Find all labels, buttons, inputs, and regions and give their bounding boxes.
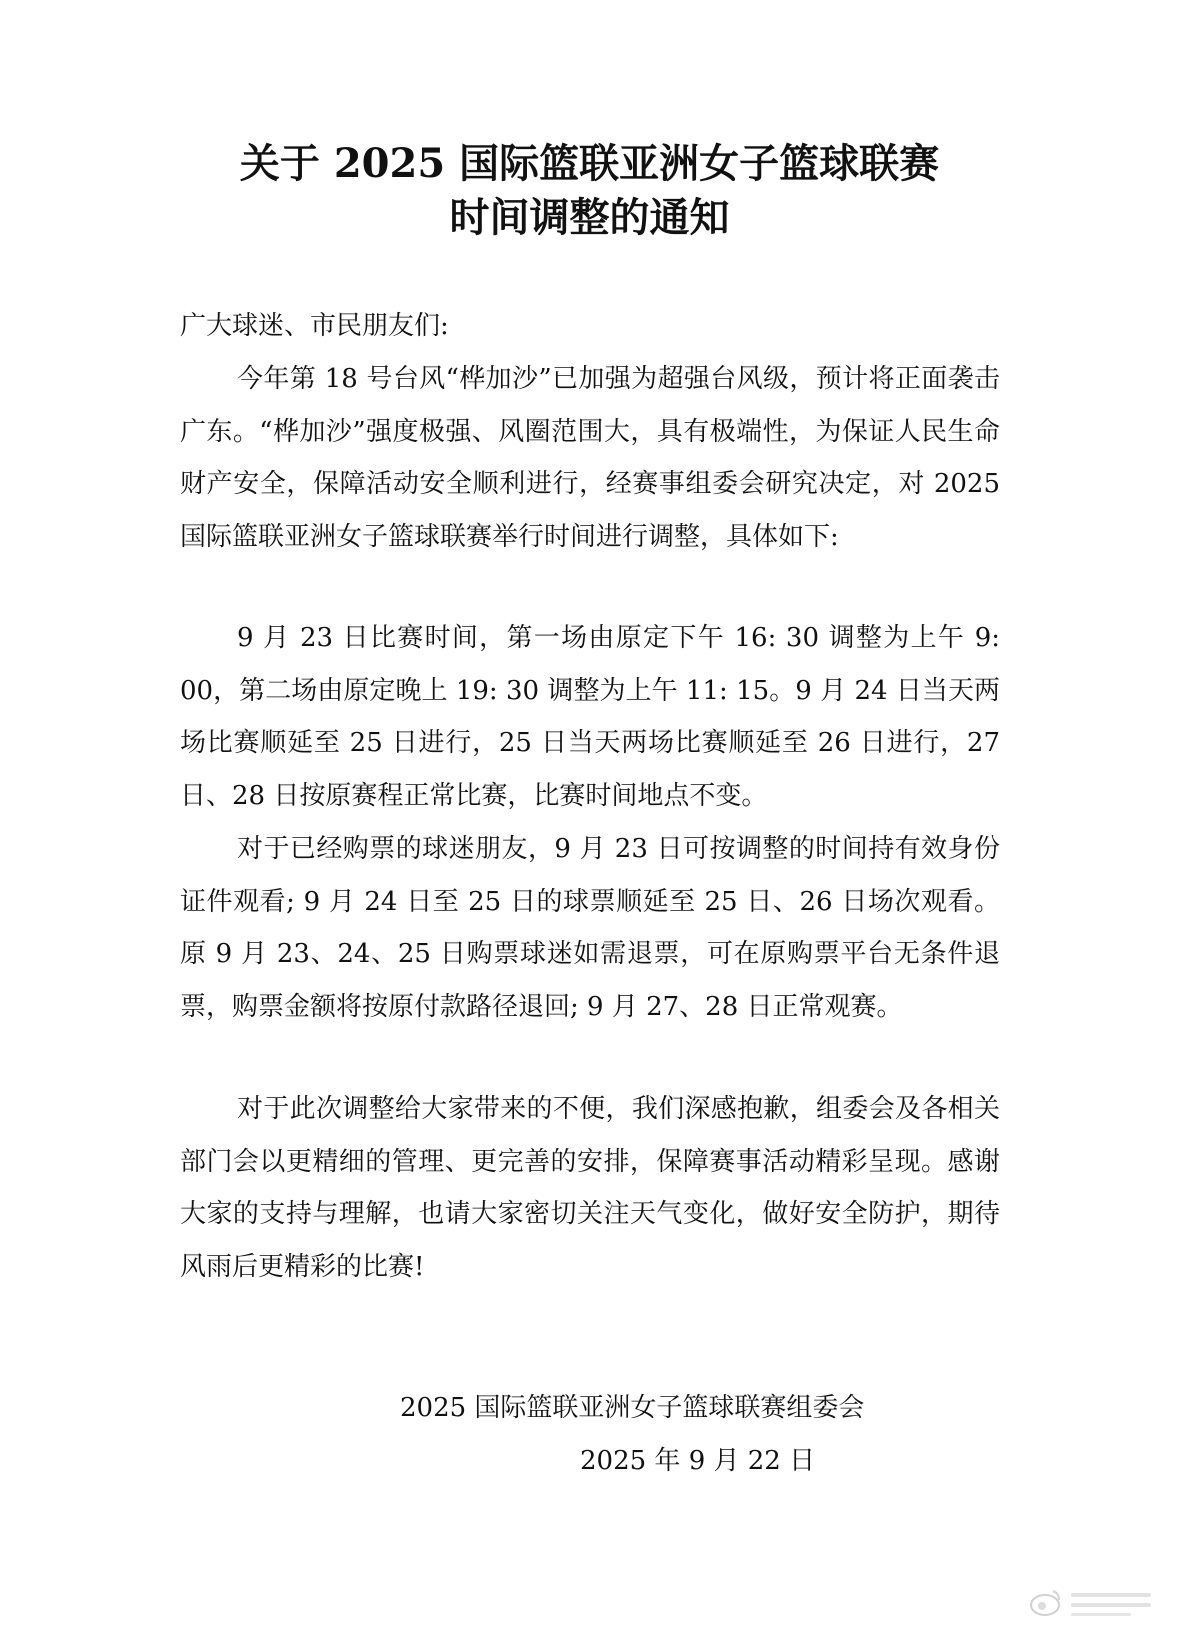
signature-organization: 2025 国际篮联亚洲女子篮球联赛组委会 [400,1393,865,1423]
watermark-graphic [1027,1585,1159,1621]
signature-date: 2025 年 9 月 22 日 [580,1446,816,1476]
weibo-watermark-icon [1027,1585,1159,1621]
notice-title-line-2: 时间调整的通知 [449,194,730,241]
paragraph-ticket-arrangement: 对于已经购票的球迷朋友，9 月 23 日可按调整的时间持有效身份证件观看; 9 月 24 日至 25 日的球票顺延至 25 日、26 日场次观看。原 9 月 23、24、25 日购票球迷如需退票，可在原购票平台无条件退票，购票金额将按原付款路径退回; 9 月 27、28 日正常观赛。 [180,834,1000,1022]
paragraph-schedule-change: 9 月 23 日比赛时间，第一场由原定下午 16: 30 调整为上午 9: 00，第二场由原定晚上 19: 30 调整为上午 11: 15。9 月 24 日当天两场比赛顺延至 25 日进行，25 日当天两场比赛顺延至 26 日进行，27 日、28 日按原赛程正常比赛，比赛时间地点不变。 [180,623,1000,811]
paragraph-apology: 对于此次调整给大家带来的不便，我们深感抱歉，组委会及各相关部门会以更精细的管理、更完善的安排，保障赛事活动精彩呈现。感谢大家的支持与理解，也请大家密切关注天气变化，做好安全防护，期待风雨后更精彩的比赛! [180,1094,1000,1282]
paragraph-typhoon-announcement: 今年第 18 号台风“桦加沙”已加强为超强台风级，预计将正面袭击广东。“桦加沙”强度极强、风圈范围大，具有极端性，为保证人民生命财产安全，保障活动安全顺利进行，经赛事组委会研究决定，对 2025 国际篮联亚洲女子篮球联赛举行时间进行调整，具体如下: [180,364,1000,552]
salutation: 广大球迷、市民朋友们: [180,311,449,341]
notice-title-line-1: 关于 2025 国际篮联亚洲女子篮球联赛 [239,140,940,187]
